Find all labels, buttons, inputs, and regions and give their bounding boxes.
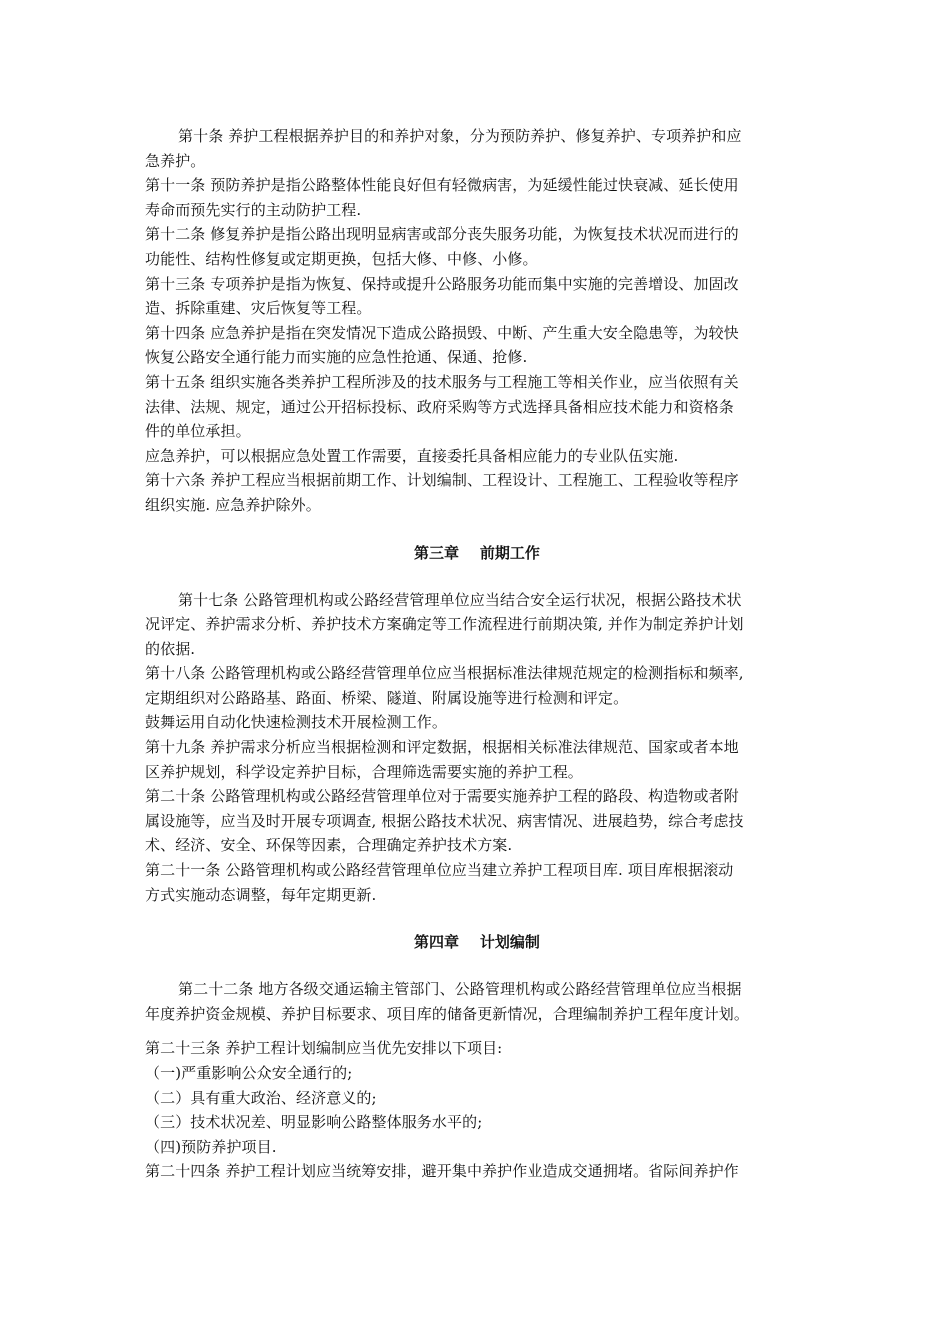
article-23-line-1: 第二十三条 养护工程计划编制应当优先安排以下项目:	[145, 1039, 503, 1058]
article-19-line-2: 区养护规划，科学设定养护目标，合理筛选需要实施的养护工程。	[145, 762, 583, 781]
article-19-line-1: 第十九条 养护需求分析应当根据检测和评定数据，根据相关标准法律规范、国家或者本地	[145, 738, 739, 757]
article-12-line-1: 第十二条 修复养护是指公路出现明显病害或部分丧失服务功能，为恢复技术状况而进行的	[145, 225, 739, 244]
article-15-line-4: 应急养护，可以根据应急处置工作需要，直接委托具备相应能力的专业队伍实施.	[145, 446, 679, 465]
article-12-line-2: 功能性、结构性修复或定期更换，包括大修、中修、小修。	[145, 249, 538, 268]
document-page	[145, 124, 809, 1184]
article-14-line-1: 第十四条 应急养护是指在突发情况下造成公路损毁、中断、产生重大安全隐患等，为较快	[145, 323, 739, 342]
chapter-4-heading: 第四章 计划编制	[414, 933, 540, 952]
article-16-line-1: 第十六条 养护工程应当根据前期工作、计划编制、工程设计、工程施工、工程验收等程序	[145, 471, 739, 490]
article-21-line-2: 方式实施动态调整，每年定期更新.	[145, 885, 377, 904]
article-20-line-1: 第二十条 公路管理机构或公路经营管理单位对于需要实施养护工程的路段、构造物或者附	[145, 787, 739, 806]
article-23-item-1: （一)严重影响公众安全通行的;	[145, 1064, 353, 1082]
article-15-line-2: 法律、法规、规定，通过公开招标投标、政府采购等方式选择具备相应技术能力和资格条	[145, 397, 734, 416]
article-11-line-2: 寿命而预先实行的主动防护工程.	[145, 200, 362, 219]
spacer	[145, 518, 809, 541]
spacer	[145, 954, 809, 977]
article-20-line-3: 术、经济、安全、环保等因素，合理确定养护技术方案.	[145, 836, 513, 855]
article-23-item-3: （三）技术状况差、明显影响公路整体服务水平的;	[145, 1113, 483, 1132]
article-21-line-1: 第二十一条 公路管理机构或公路经营管理单位应当建立养护工程项目库. 项目库根据滚动	[145, 861, 734, 880]
article-10-line-2: 急养护。	[145, 151, 206, 170]
article-10-line-1: 第十条 养护工程根据养护目的和养护对象，分为预防养护、修复养护、专项养护和应	[178, 127, 742, 145]
article-22-line-1: 第二十二条 地方各级交通运输主管部门、公路管理机构或公路经营管理单位应当根据	[178, 980, 742, 999]
article-23-item-2: （二）具有重大政治、经济意义的;	[145, 1088, 377, 1107]
article-15-line-1: 第十五条 组织实施各类养护工程所涉及的技术服务与工程施工等相关作业，应当依照有关	[145, 372, 739, 391]
spacer	[145, 565, 809, 588]
article-18-line-3: 鼓舞运用自动化快速检测技术开展检测工作。	[145, 713, 448, 732]
article-23-item-4: （四)预防养护项目.	[145, 1137, 277, 1156]
article-18-line-1: 第十八条 公路管理机构或公路经营管理单位应当根据标准法律规范规定的检测指标和频率,	[145, 664, 744, 683]
article-20-line-2: 属设施等，应当及时开展专项调查, 根据公路技术状况、病害情况、进展趋势，综合考虑技	[145, 811, 744, 830]
article-18-line-2: 定期组织对公路路基、路面、桥梁、隧道、附属设施等进行检测和评定。	[145, 688, 629, 707]
article-15-line-3: 件的单位承担。	[145, 422, 251, 441]
article-17-line-2: 况评定、养护需求分析、养护技术方案确定等工作流程进行前期决策, 并作为制定养护计划	[145, 615, 744, 634]
article-13-line-2: 造、拆除重建、灾后恢复等工程。	[145, 299, 372, 318]
article-14-line-2: 恢复公路安全通行能力而实施的应急性抢通、保通、抢修.	[145, 348, 528, 367]
article-24-line-1: 第二十四条 养护工程计划应当统筹安排，避开集中养护作业造成交通拥堵。省际间养护作	[145, 1162, 739, 1181]
chapter-3-heading: 第三章 前期工作	[414, 543, 540, 562]
article-13-line-1: 第十三条 专项养护是指为恢复、保持或提升公路服务功能而集中实施的完善增设、加固改	[145, 274, 739, 293]
spacer	[145, 1026, 809, 1036]
article-16-line-2: 组织实施. 应急养护除外。	[145, 495, 321, 514]
spacer	[145, 907, 809, 930]
article-11-line-1: 第十一条 预防养护是指公路整体性能良好但有轻微病害，为延缓性能过快衰减、延长使用	[145, 176, 739, 195]
article-17-line-3: 的依据.	[145, 639, 196, 658]
article-22-line-2: 年度养护资金规模、养护目标要求、项目库的储备更新情况，合理编制养护工程年度计划。	[145, 1004, 750, 1023]
article-17-line-1: 第十七条 公路管理机构或公路经营管理单位应当结合安全运行状况，根据公路技术状	[178, 590, 742, 609]
